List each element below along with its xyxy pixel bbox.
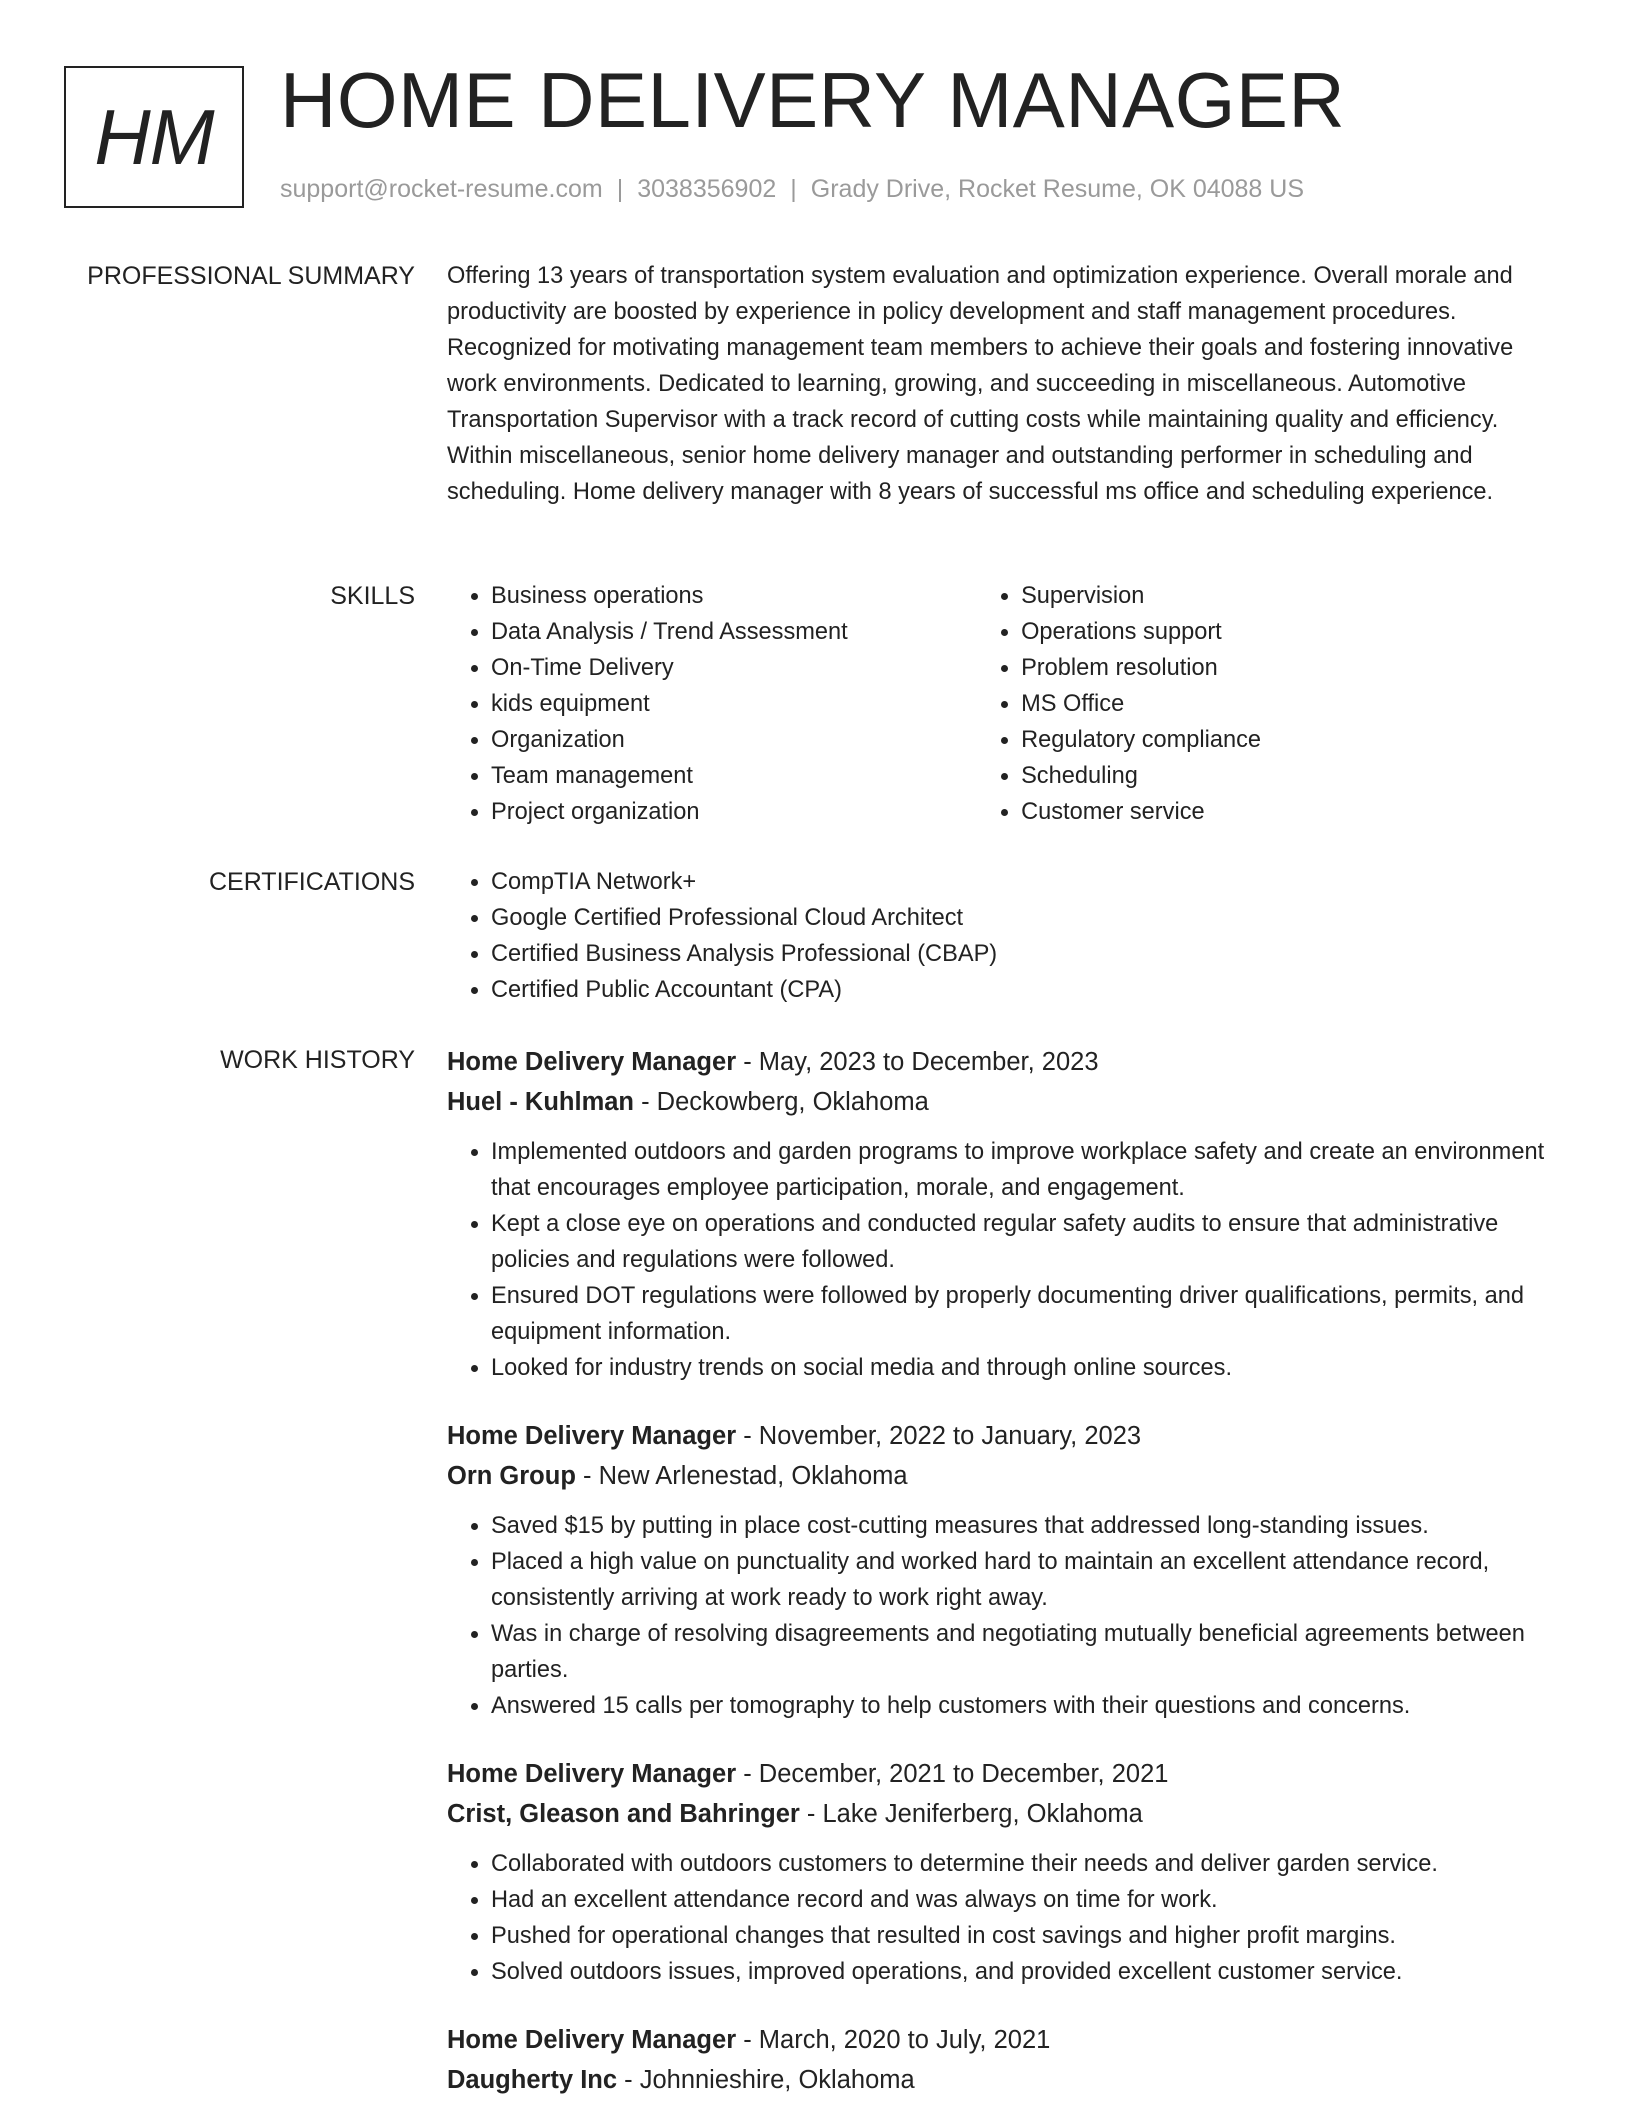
- section-heading-certifications: CERTIFICATIONS: [208, 868, 415, 896]
- work-history-body: [447, 1042, 1559, 2112]
- job-bullet: • Had an excellent attendance record and was always on time for work.: [491, 1882, 1559, 1918]
- summary-text: Offering 13 years of transportation system evaluation and optimization experience. Overall morale and productivity are boosted by experience in policy development and staff management procedures. Recognized for motivating management team members to achieve their goals and fostering innovative work environments. Dedicated to learning, growing, and succeeding in miscellaneous. Automotive Transportation Supervisor with a track record of cutting costs while maintaining quality and efficiency. Within miscellaneous, senior home delivery manager and outstanding performer in scheduling and scheduling. Home delivery manager with 8 years of successful ms office and scheduling experience.: [447, 263, 1514, 505]
- job-bullet: • Solved outdoors issues, improved operations, and provided excellent customer service.: [491, 1954, 1559, 1990]
- section-heading-skills: SKILLS: [330, 582, 415, 610]
- page-title: HOME DELIVERY MANAGER: [280, 56, 1346, 144]
- job-title-line: [447, 1416, 1559, 1456]
- certification-item: • CompTIA Network+: [491, 864, 1559, 900]
- skill-item: • Supervision: [1021, 578, 1559, 614]
- job-bullet: • Implemented outdoors and garden programs to improve workplace safety and create an environment that encourages employee participation, morale, and engagement.: [491, 1134, 1559, 1206]
- contact-email[interactable]: support@rocket-resume.com: [280, 175, 603, 203]
- skill-item: • Business operations: [491, 578, 977, 614]
- job-title-line: [447, 2020, 1559, 2060]
- job-title: Home Delivery Manager: [447, 1760, 737, 1788]
- job-dates: - March, 2020 to July, 2021: [736, 2026, 1051, 2054]
- contact-line: [280, 175, 1304, 204]
- contact-separator: |: [790, 175, 797, 203]
- skill-item: • On-Time Delivery: [491, 650, 977, 686]
- job-company: Crist, Gleason and Bahringer: [447, 1800, 800, 1828]
- certifications-body: [447, 864, 1559, 1008]
- job-location: - Lake Jeniferberg, Oklahoma: [799, 1800, 1143, 1828]
- job-bullet: • Kept a close eye on operations and conducted regular safety audits to ensure that administrative policies and regulations were followed.: [491, 1206, 1559, 1278]
- job-bullets: [447, 1508, 1559, 1724]
- job-company-line: [447, 2060, 1559, 2100]
- contact-phone[interactable]: 3038356902: [637, 175, 777, 203]
- certification-item: • Certified Business Analysis Professional (CBAP): [491, 936, 1559, 972]
- skill-item: • Data Analysis / Trend Assessment: [491, 614, 977, 650]
- job-bullets: [447, 1134, 1559, 1386]
- job-dates: - December, 2021 to December, 2021: [736, 1760, 1169, 1788]
- skill-item: • kids equipment: [491, 686, 977, 722]
- job-company: Orn Group: [447, 1462, 576, 1490]
- contact-address: Grady Drive, Rocket Resume, OK 04088 US: [810, 175, 1305, 203]
- skill-item: • Organization: [491, 722, 977, 758]
- certification-item: • Certified Public Accountant (CPA): [491, 972, 1559, 1008]
- job-bullets: [447, 1846, 1559, 1990]
- job-title: Home Delivery Manager: [447, 1422, 737, 1450]
- job-entry: [447, 2020, 1559, 2100]
- skills-list-left: [447, 578, 977, 830]
- job-title-line: [447, 1754, 1559, 1794]
- job-location: - Deckowberg, Oklahoma: [634, 1088, 929, 1116]
- job-entry: [447, 1754, 1559, 1990]
- job-bullet: • Saved $15 by putting in place cost-cutting measures that addressed long-standing issues.: [491, 1508, 1559, 1544]
- job-company-line: [447, 1794, 1559, 1834]
- job-company: Huel - Kuhlman: [447, 1088, 635, 1116]
- section-heading-work-history: WORK HISTORY: [220, 1046, 415, 1074]
- job-title: Home Delivery Manager: [447, 2026, 737, 2054]
- job-bullet: • Ensured DOT regulations were followed by properly documenting driver qualifications, permits, and equipment information.: [491, 1278, 1559, 1350]
- job-bullet: • Pushed for operational changes that resulted in cost savings and higher profit margins.: [491, 1918, 1559, 1954]
- skill-item: • Scheduling: [1021, 758, 1559, 794]
- skill-item: • Customer service: [1021, 794, 1559, 830]
- monogram-logo: HM: [64, 66, 244, 208]
- job-company-line: [447, 1456, 1559, 1496]
- section-heading-summary: PROFESSIONAL SUMMARY: [87, 262, 415, 290]
- job-title-line: [447, 1042, 1559, 1082]
- skill-item: • Project organization: [491, 794, 977, 830]
- certifications-list: [447, 864, 1559, 1008]
- skills-body: [447, 578, 1559, 830]
- skill-item: • Operations support: [1021, 614, 1559, 650]
- skill-item: • Problem resolution: [1021, 650, 1559, 686]
- job-bullet: • Looked for industry trends on social media and through online sources.: [491, 1350, 1559, 1386]
- contact-separator: |: [616, 175, 624, 203]
- job-location: - Johnnieshire, Oklahoma: [617, 2066, 915, 2094]
- job-bullet: • Placed a high value on punctuality and worked hard to maintain an excellent attendance record, consistently arriving at work ready to work right away.: [491, 1544, 1559, 1616]
- job-location: - New Arlenestad, Oklahoma: [575, 1462, 908, 1490]
- certification-item: • Google Certified Professional Cloud Architect: [491, 900, 1559, 936]
- job-bullet: • Answered 15 calls per tomography to help customers with their questions and concerns.: [491, 1688, 1559, 1724]
- job-company: Daugherty Inc: [447, 2066, 618, 2094]
- job-dates: - November, 2022 to January, 2023: [736, 1422, 1142, 1450]
- skill-item: • Regulatory compliance: [1021, 722, 1559, 758]
- job-entry: [447, 1416, 1559, 1724]
- job-dates: - May, 2023 to December, 2023: [736, 1048, 1099, 1076]
- skills-list-right: [977, 578, 1559, 830]
- skill-item: • Team management: [491, 758, 977, 794]
- skill-item: • MS Office: [1021, 686, 1559, 722]
- job-entry: [447, 1042, 1559, 1386]
- job-title: Home Delivery Manager: [447, 1048, 737, 1076]
- job-company-line: [447, 1082, 1559, 1122]
- job-bullet: • Collaborated with outdoors customers to determine their needs and deliver garden service.: [491, 1846, 1559, 1882]
- job-bullet: • Was in charge of resolving disagreements and negotiating mutually beneficial agreements between parties.: [491, 1616, 1559, 1688]
